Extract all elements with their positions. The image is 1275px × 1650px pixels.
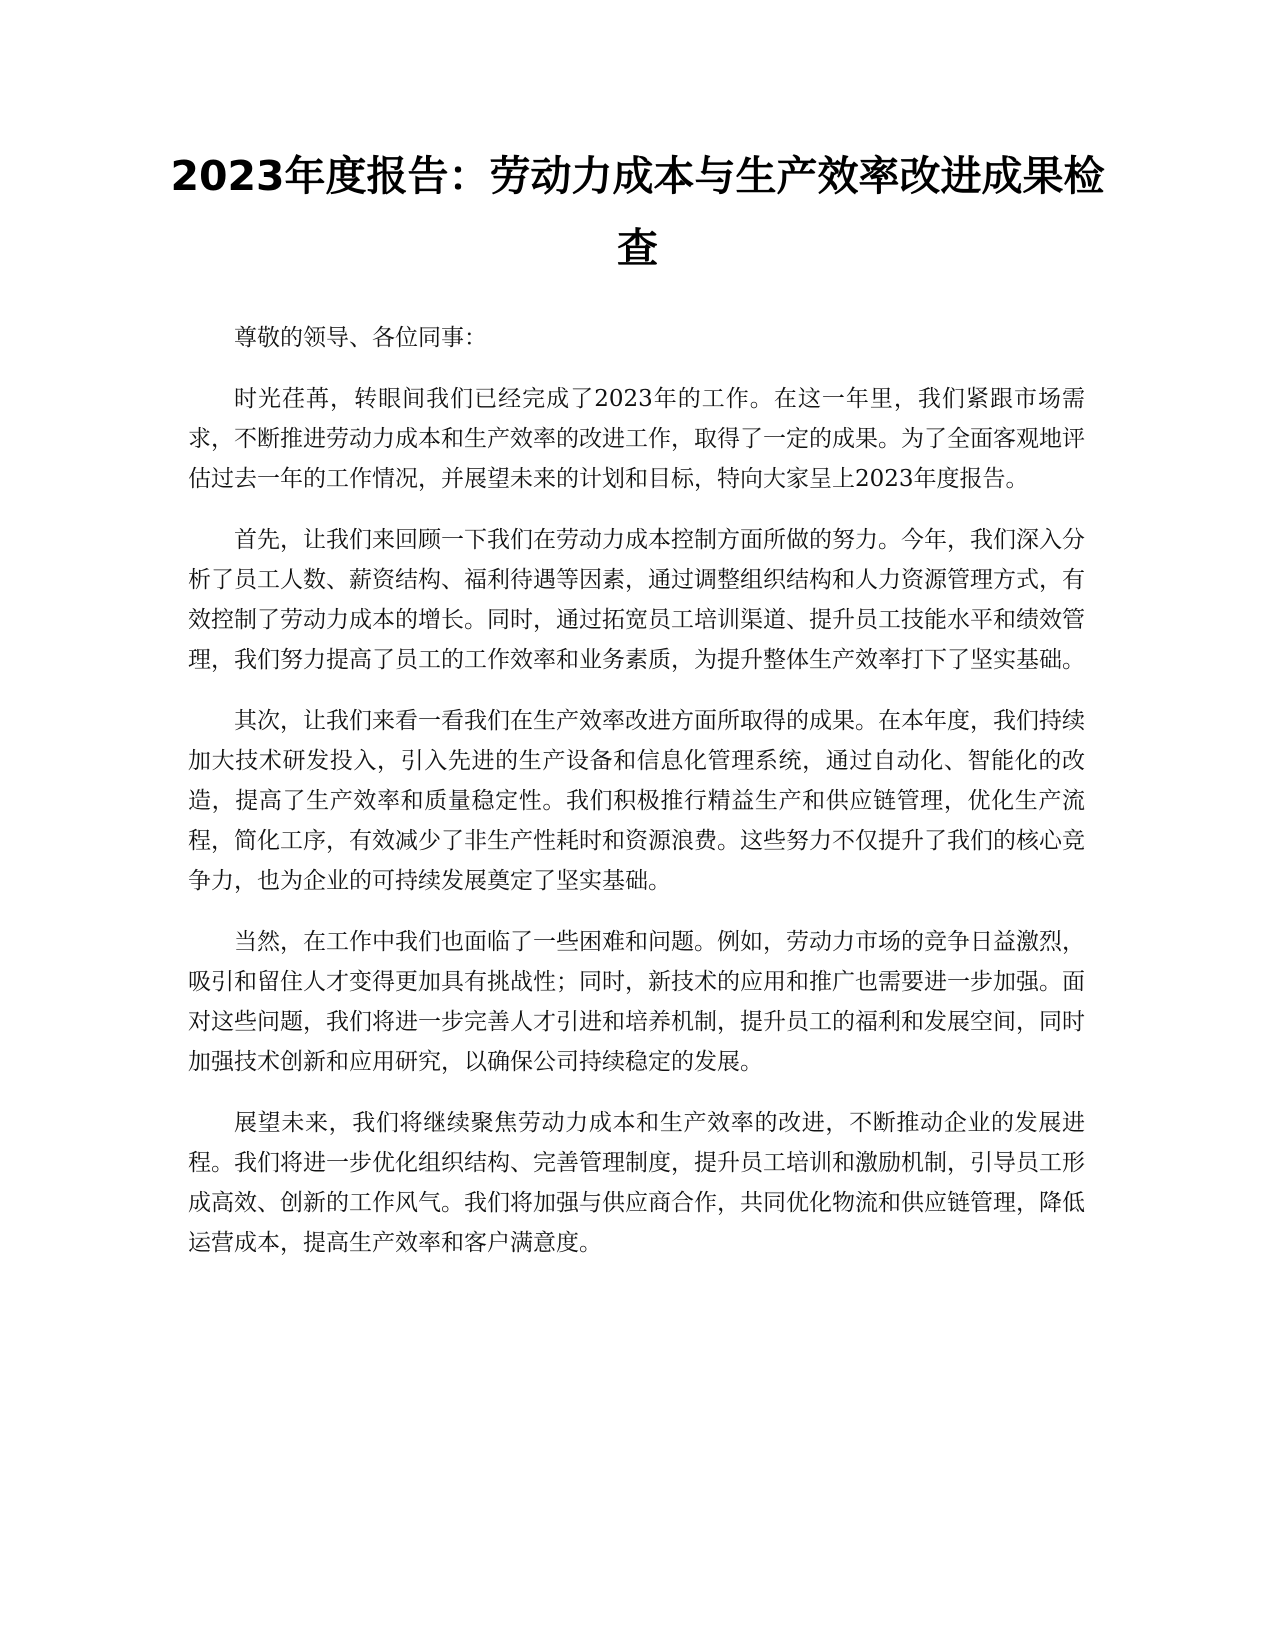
document-body xyxy=(188,318,1085,1284)
labor-cost-paragraph: 首先，让我们来回顾一下我们在劳动力成本控制方面所做的努力。今年，我们深入分析了员工人数、薪资结构、福利待遇等因素，通过调整组织结构和人力资源管理方式，有效控制了劳动力成本的增长。同时，通过拓宽员工培训渠道、提升员工技能水平和绩效管理，我们努力提高了员工的工作效率和业务素质，为提升整体生产效率打下了坚实基础。 xyxy=(188,527,1085,673)
salutation-paragraph: 尊敬的领导、各位同事： xyxy=(234,325,487,351)
productivity-paragraph: 其次，让我们来看一看我们在生产效率改进方面所取得的成果。在本年度，我们持续加大技术研发投入，引入先进的生产设备和信息化管理系统，通过自动化、智能化的改造，提高了生产效率和质量稳定性。我们积极推行精益生产和供应链管理，优化生产流程，简化工序，有效减少了非生产性耗时和资源浪费。这些努力不仅提升了我们的核心竞争力，也为企业的可持续发展奠定了坚实基础。 xyxy=(188,708,1085,894)
outlook-paragraph: 展望未来，我们将继续聚焦劳动力成本和生产效率的改进，不断推动企业的发展进程。我们将进一步优化组织结构、完善管理制度，提升员工培训和激励机制，引导员工形成高效、创新的工作风气。我们将加强与供应商合作，共同优化物流和供应链管理，降低运营成本，提高生产效率和客户满意度。 xyxy=(188,1110,1085,1256)
intro-paragraph: 时光荏苒，转眼间我们已经完成了2023年的工作。在这一年里，我们紧跟市场需求，不断推进劳动力成本和生产效率的改进工作，取得了一定的成果。为了全面客观地评估过去一年的工作情况，并展望未来的计划和目标，特向大家呈上2023年度报告。 xyxy=(188,386,1085,492)
document-title: 2023年度报告：劳动力成本与生产效率改进成果检查 xyxy=(170,152,1105,272)
challenges-paragraph: 当然，在工作中我们也面临了一些困难和问题。例如，劳动力市场的竞争日益激烈，吸引和留住人才变得更加具有挑战性；同时，新技术的应用和推广也需要进一步加强。面对这些问题，我们将进一步完善人才引进和培养机制，提升员工的福利和发展空间，同时加强技术创新和应用研究，以确保公司持续稳定的发展。 xyxy=(188,929,1085,1075)
